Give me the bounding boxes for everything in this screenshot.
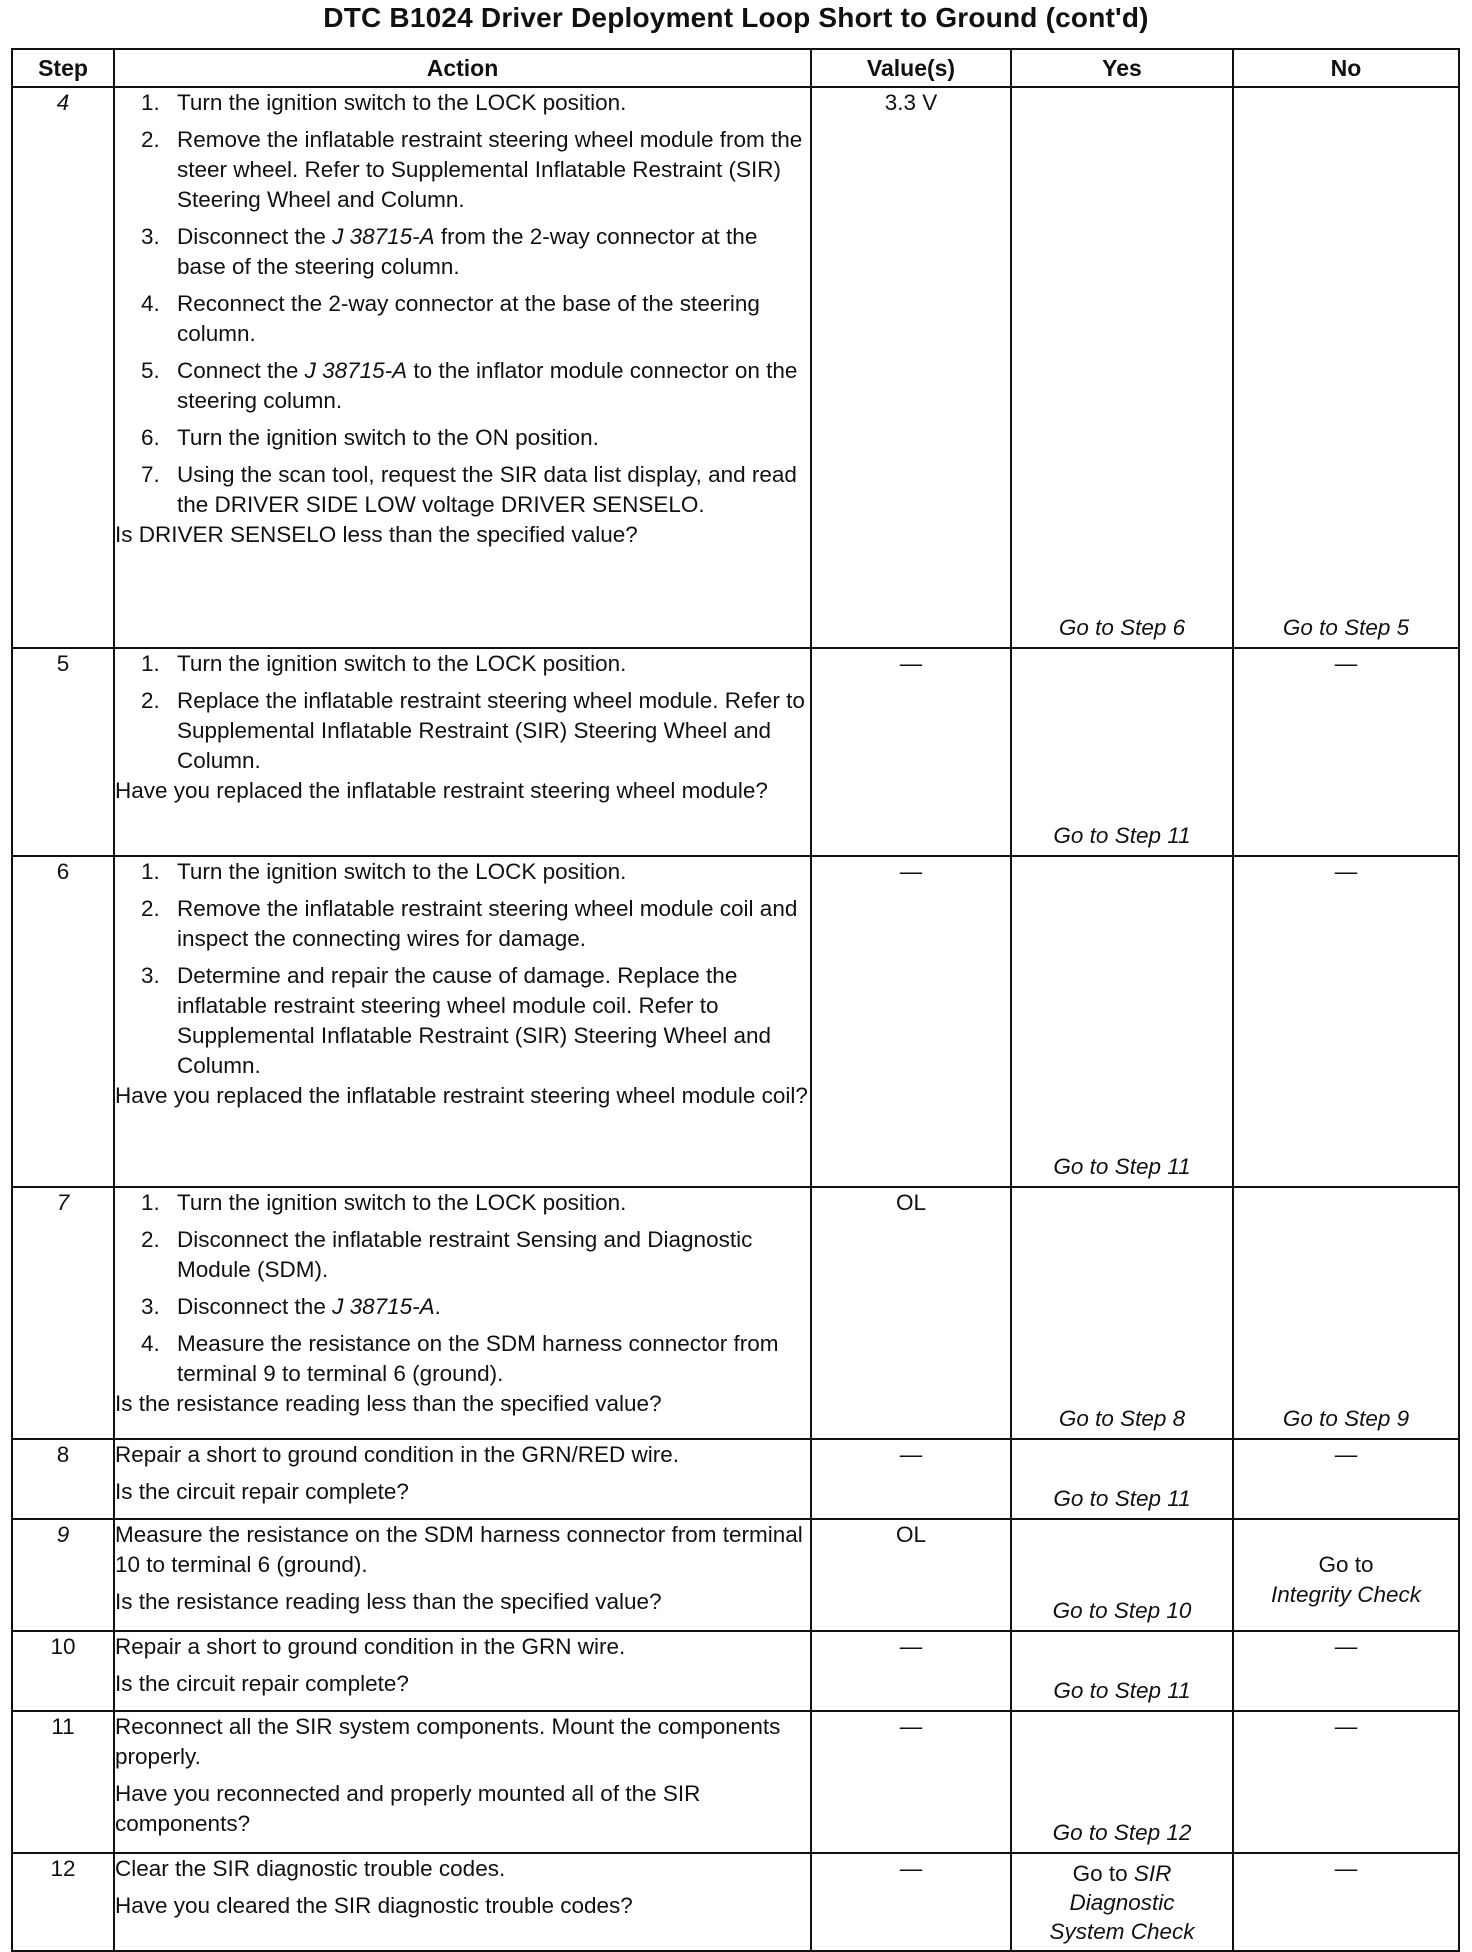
yes-cell: [1011, 1519, 1233, 1631]
value-cell: —: [811, 1711, 1011, 1853]
yes-cell: [1011, 1853, 1233, 1951]
tool-reference: J 38715-A: [332, 224, 435, 249]
action-item: 6. Turn the ignition switch to the ON position.: [141, 425, 599, 450]
action-question: Is the resistance reading less than the specified value?: [115, 1589, 662, 1614]
step-number: 10: [12, 1631, 114, 1711]
yes-cell: [1011, 1711, 1233, 1853]
action-list: [115, 88, 810, 520]
yes-goto-link[interactable]: Go to Step 6: [1058, 615, 1186, 640]
step-row-7: [12, 1187, 1459, 1439]
step-row-4: [12, 87, 1459, 648]
action-cell: [114, 856, 811, 1187]
action-item: 4. Measure the resistance on the SDM harness connector from terminal 9 to terminal 6 (ground).: [141, 1331, 779, 1386]
no-goto-line1: Go to: [1318, 1552, 1374, 1577]
header-row: [12, 49, 1459, 87]
yes-goto-link[interactable]: Go to Step 11: [1053, 823, 1191, 848]
action-item: 3. Disconnect the J 38715-A from the 2-way connector at the base of the steering column.: [141, 224, 758, 279]
step-row-6: [12, 856, 1459, 1187]
action-item: 2. Remove the inflatable restraint steering wheel module from the steer wheel. Refer to Supplemental Inflatable Restraint (SIR) Steering Wheel and Column.: [141, 127, 803, 212]
values-column-header: Value(s): [811, 49, 1011, 87]
step-number: 5: [12, 648, 114, 856]
tool-reference: J 38715-A: [332, 1294, 435, 1319]
action-item: 4. Reconnect the 2-way connector at the base of the steering column.: [141, 291, 760, 346]
yes-goto-link[interactable]: Go to Step 12: [1052, 1820, 1192, 1845]
no-cell: —: [1233, 1853, 1459, 1951]
action-item: 3. Disconnect the J 38715-A.: [141, 1294, 441, 1319]
step-row-12: [12, 1853, 1459, 1951]
yes-cell: [1011, 87, 1233, 648]
action-cell: [114, 1439, 811, 1519]
value-cell: OL: [811, 1519, 1011, 1631]
no-cell: [1233, 1519, 1459, 1631]
no-cell: —: [1233, 1711, 1459, 1853]
action-cell: [114, 1711, 811, 1853]
sir-diagnostic-system-check-link[interactable]: Go to SIR Diagnostic System Check: [1049, 1860, 1195, 1944]
action-question: Have you replaced the inflatable restraint steering wheel module coil?: [115, 1083, 808, 1108]
page-title: DTC B1024 Driver Deployment Loop Short to Ground (cont'd): [323, 2, 1149, 33]
yes-cell: [1011, 1187, 1233, 1439]
no-cell: —: [1233, 648, 1459, 856]
action-question: Is the circuit repair complete?: [115, 1671, 409, 1696]
action-item: 3. Determine and repair the cause of damage. Replace the inflatable restraint steering wheel module coil. Refer to Supplemental Inflatable Restraint (SIR) Steering Wheel and Column.: [141, 963, 772, 1078]
value-cell: OL: [811, 1187, 1011, 1439]
action-item: 5. Connect the J 38715-A to the inflator module connector on the steering column.: [141, 358, 798, 413]
value-cell: —: [811, 1853, 1011, 1951]
yes-goto-link[interactable]: Go to Step 11: [1053, 1486, 1191, 1511]
action-item: 1. Turn the ignition switch to the LOCK position.: [141, 90, 627, 115]
action-text: Repair a short to ground condition in the GRN/RED wire.: [115, 1442, 680, 1467]
action-cell: [114, 1631, 811, 1711]
step-row-8: [12, 1439, 1459, 1519]
step-number: 6: [12, 856, 114, 1187]
step-number: 8: [12, 1439, 114, 1519]
integrity-check-link[interactable]: Integrity Check: [1270, 1582, 1422, 1607]
action-list: [115, 857, 810, 1081]
value-cell: —: [811, 1631, 1011, 1711]
yes-column-header: Yes: [1011, 49, 1233, 87]
action-cell: [114, 87, 811, 648]
value-cell: —: [811, 1439, 1011, 1519]
value-cell: —: [811, 856, 1011, 1187]
action-item: 2. Disconnect the inflatable restraint Sensing and Diagnostic Module (SDM).: [141, 1227, 753, 1282]
action-text: Clear the SIR diagnostic trouble codes.: [115, 1856, 506, 1881]
step-row-10: [12, 1631, 1459, 1711]
action-item: 7. Using the scan tool, request the SIR data list display, and read the DRIVER SIDE LOW voltage DRIVER SENSELO.: [141, 462, 797, 517]
action-item: 2. Replace the inflatable restraint steering wheel module. Refer to Supplemental Inflatable Restraint (SIR) Steering Wheel and Column.: [141, 688, 805, 773]
action-item: 2. Remove the inflatable restraint steering wheel module coil and inspect the connecting wires for damage.: [141, 896, 798, 951]
action-item: 1. Turn the ignition switch to the LOCK position.: [141, 1190, 627, 1215]
action-cell: [114, 1853, 811, 1951]
action-question: Is DRIVER SENSELO less than the specified value?: [115, 522, 638, 547]
no-goto-link[interactable]: Go to Step 5: [1282, 615, 1410, 640]
yes-goto-link[interactable]: Go to Step 8: [1058, 1406, 1186, 1431]
diagnostic-procedure-table: [11, 48, 1460, 1952]
value-cell: —: [811, 648, 1011, 856]
action-list: [115, 1188, 810, 1389]
no-goto-link[interactable]: Go to Step 9: [1282, 1406, 1410, 1431]
action-column-header: Action: [114, 49, 811, 87]
step-number: 7: [12, 1187, 114, 1439]
step-number: 12: [12, 1853, 114, 1951]
yes-cell: [1011, 1631, 1233, 1711]
action-item: 1. Turn the ignition switch to the LOCK position.: [141, 651, 627, 676]
value-cell: 3.3 V: [811, 87, 1011, 648]
step-column-header: Step: [12, 49, 114, 87]
action-cell: [114, 1187, 811, 1439]
action-question: Have you cleared the SIR diagnostic trouble codes?: [115, 1893, 633, 1918]
no-cell: —: [1233, 856, 1459, 1187]
action-cell: [114, 648, 811, 856]
no-column-header: No: [1233, 49, 1459, 87]
step-row-5: [12, 648, 1459, 856]
action-item: 1. Turn the ignition switch to the LOCK position.: [141, 859, 627, 884]
yes-cell: [1011, 856, 1233, 1187]
tool-reference: J 38715-A: [304, 358, 408, 383]
no-cell: [1233, 87, 1459, 648]
step-row-9: [12, 1519, 1459, 1631]
yes-cell: [1011, 1439, 1233, 1519]
yes-goto-link[interactable]: Go to Step 10: [1052, 1598, 1192, 1623]
action-text: Measure the resistance on the SDM harness connector from terminal 10 to terminal 6 (ground).: [115, 1522, 803, 1577]
action-cell: [114, 1519, 811, 1631]
action-question: Have you reconnected and properly mounted all of the SIR components?: [115, 1781, 701, 1836]
yes-goto-link[interactable]: Go to Step 11: [1053, 1678, 1191, 1703]
action-text: Reconnect all the SIR system components. Mount the components properly.: [115, 1714, 781, 1769]
action-question: Is the circuit repair complete?: [115, 1479, 409, 1504]
action-question: Have you replaced the inflatable restraint steering wheel module?: [115, 778, 768, 803]
step-number: 9: [12, 1519, 114, 1631]
step-row-11: [12, 1711, 1459, 1853]
action-text: Repair a short to ground condition in the GRN wire.: [115, 1634, 626, 1659]
action-list: [115, 649, 810, 776]
no-cell: —: [1233, 1439, 1459, 1519]
no-cell: [1233, 1187, 1459, 1439]
step-number: 4: [12, 87, 114, 648]
no-cell: —: [1233, 1631, 1459, 1711]
yes-cell: [1011, 648, 1233, 856]
step-number: 11: [12, 1711, 114, 1853]
yes-goto-link[interactable]: Go to Step 11: [1053, 1154, 1191, 1179]
action-question: Is the resistance reading less than the specified value?: [115, 1391, 662, 1416]
